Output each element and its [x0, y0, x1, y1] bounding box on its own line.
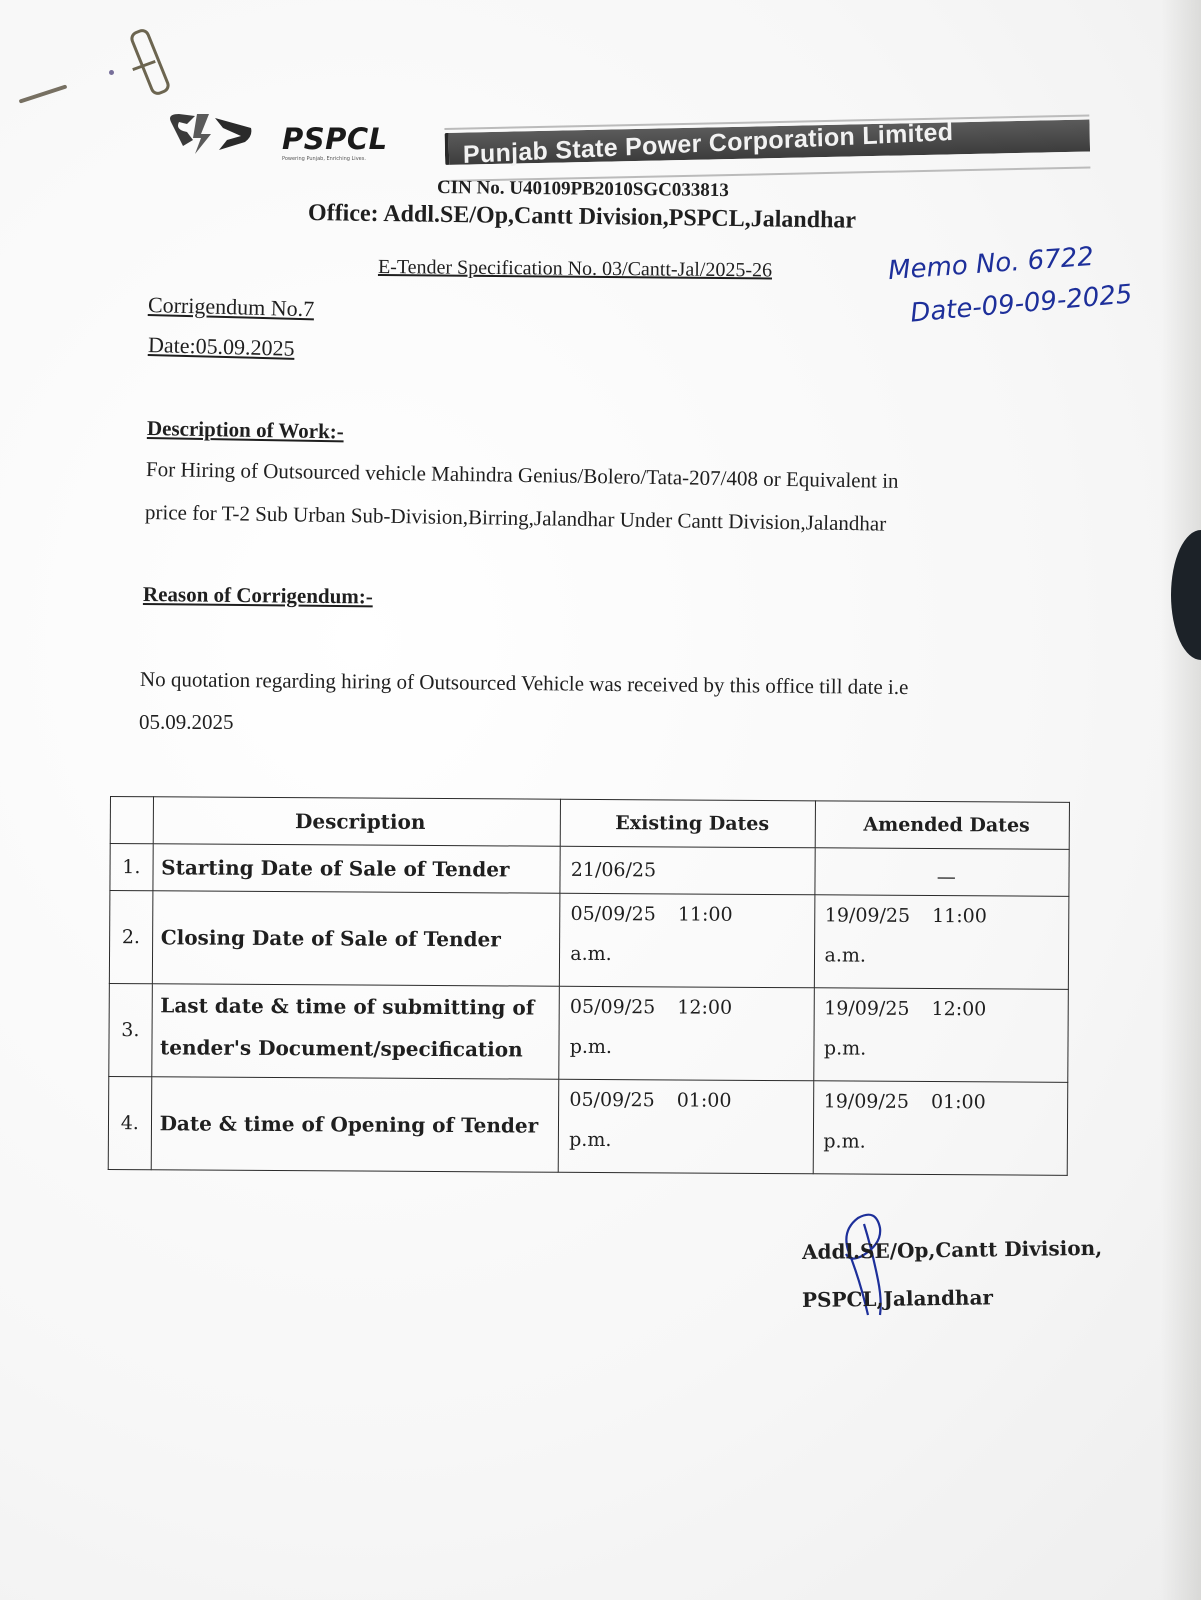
amended-date-value: 19/09/25	[824, 904, 911, 927]
row-number: 3.	[109, 983, 152, 1076]
table-row	[109, 983, 1069, 1082]
existing-date-value: 05/09/25	[569, 995, 656, 1019]
table-row	[110, 844, 1069, 897]
existing-ampm: a.m.	[570, 942, 612, 966]
existing-date-value: 05/09/25	[569, 1088, 655, 1112]
existing-date	[558, 1079, 813, 1174]
existing-ampm: p.m.	[569, 1035, 613, 1059]
logo-wordmark: PSPCL	[282, 122, 388, 156]
company-name: Punjab State Power Corporation Limited	[462, 117, 954, 169]
row-number: 2.	[109, 891, 152, 984]
existing-ampm: p.m.	[569, 1128, 612, 1152]
dates-table	[108, 796, 1070, 1176]
description-heading: Description of Work:-	[146, 416, 344, 444]
table-header-row	[110, 797, 1069, 850]
amended-date	[814, 895, 1069, 990]
amended-date-dash: —	[936, 866, 956, 889]
header-description: Description	[153, 797, 561, 846]
amended-date-value: 19/09/25	[823, 1090, 910, 1113]
existing-time: 01:00	[676, 1089, 732, 1112]
description-line-1: For Hiring of Outsourced vehicle Mahindra Genius/Bolero/Tata-207/408 or Equivalent in	[145, 457, 899, 493]
signatory-designation: Addl.SE/Op,Cantt Division,	[801, 1235, 1103, 1264]
amended-time: 12:00	[931, 998, 987, 1021]
reason-line-2: 05.09.2025	[139, 710, 234, 734]
page-edge-shadow	[1161, 0, 1201, 1600]
corrigendum-date: Date:05.09.2025	[147, 332, 295, 361]
existing-date	[560, 893, 815, 988]
existing-date: 21/06/25	[560, 846, 815, 895]
amended-date	[813, 988, 1068, 1083]
office-address: Office: Addl.SE/Op,Cantt Division,PSPCL,Jalandhar	[307, 200, 857, 234]
row-description: Starting Date of Sale of Tender	[153, 844, 561, 893]
table-row	[109, 891, 1069, 990]
row-number: 4.	[108, 1076, 151, 1169]
pspcl-logo-icon	[165, 110, 255, 156]
row-number: 1.	[110, 844, 153, 891]
signatory-office: PSPCL,Jalandhar	[801, 1285, 994, 1312]
row-description: Closing Date of Sale of Tender	[152, 891, 560, 986]
existing-time: 12:00	[677, 996, 733, 1019]
amended-time: 11:00	[932, 905, 987, 928]
handwritten-memo	[887, 241, 1168, 345]
header-serial	[110, 797, 153, 844]
header-existing-dates: Existing Dates	[560, 799, 815, 848]
existing-date-value: 05/09/25	[570, 902, 656, 926]
corrigendum-number: Corrigendum No.7	[147, 292, 315, 322]
row-description-line-1: Last date & time of submitting of	[160, 993, 535, 1020]
amended-ampm: p.m.	[823, 1037, 867, 1060]
row-description: Date & time of Opening of Tender	[151, 1077, 559, 1172]
amended-ampm: p.m.	[823, 1130, 866, 1153]
reason-line-1: No quotation regarding hiring of Outsourced Vehicle was received by this office till date i.e	[139, 667, 909, 700]
amended-date-value: 19/09/25	[824, 997, 910, 1020]
existing-time: 11:00	[677, 903, 733, 926]
memo-date: Date-09-09-2025	[909, 279, 1134, 329]
logo-tagline: Powering Punjab, Enriching Lives.	[282, 156, 366, 162]
row-description-line-2: tender's Document/specification	[160, 1035, 523, 1062]
description-line-2: price for T-2 Sub Urban Sub-Division,Birring,Jalandhar Under Cantt Division,Jalandhar	[144, 500, 887, 536]
amended-time: 01:00	[930, 1091, 986, 1114]
amended-ampm: a.m.	[824, 944, 867, 967]
row-description	[151, 984, 559, 1079]
amended-date	[814, 848, 1069, 897]
amended-date	[813, 1081, 1068, 1176]
cin-number: CIN No. U40109PB2010SGC033813	[436, 177, 729, 202]
table-row	[108, 1076, 1068, 1175]
tender-spec-number: E-Tender Specification No. 03/Cantt-Jal/2025-26	[377, 256, 773, 282]
reason-heading: Reason of Corrigendum:-	[142, 582, 373, 609]
existing-date	[559, 986, 814, 1081]
memo-number: Memo No. 6722	[887, 241, 1095, 287]
header-amended-dates: Amended Dates	[815, 801, 1070, 850]
